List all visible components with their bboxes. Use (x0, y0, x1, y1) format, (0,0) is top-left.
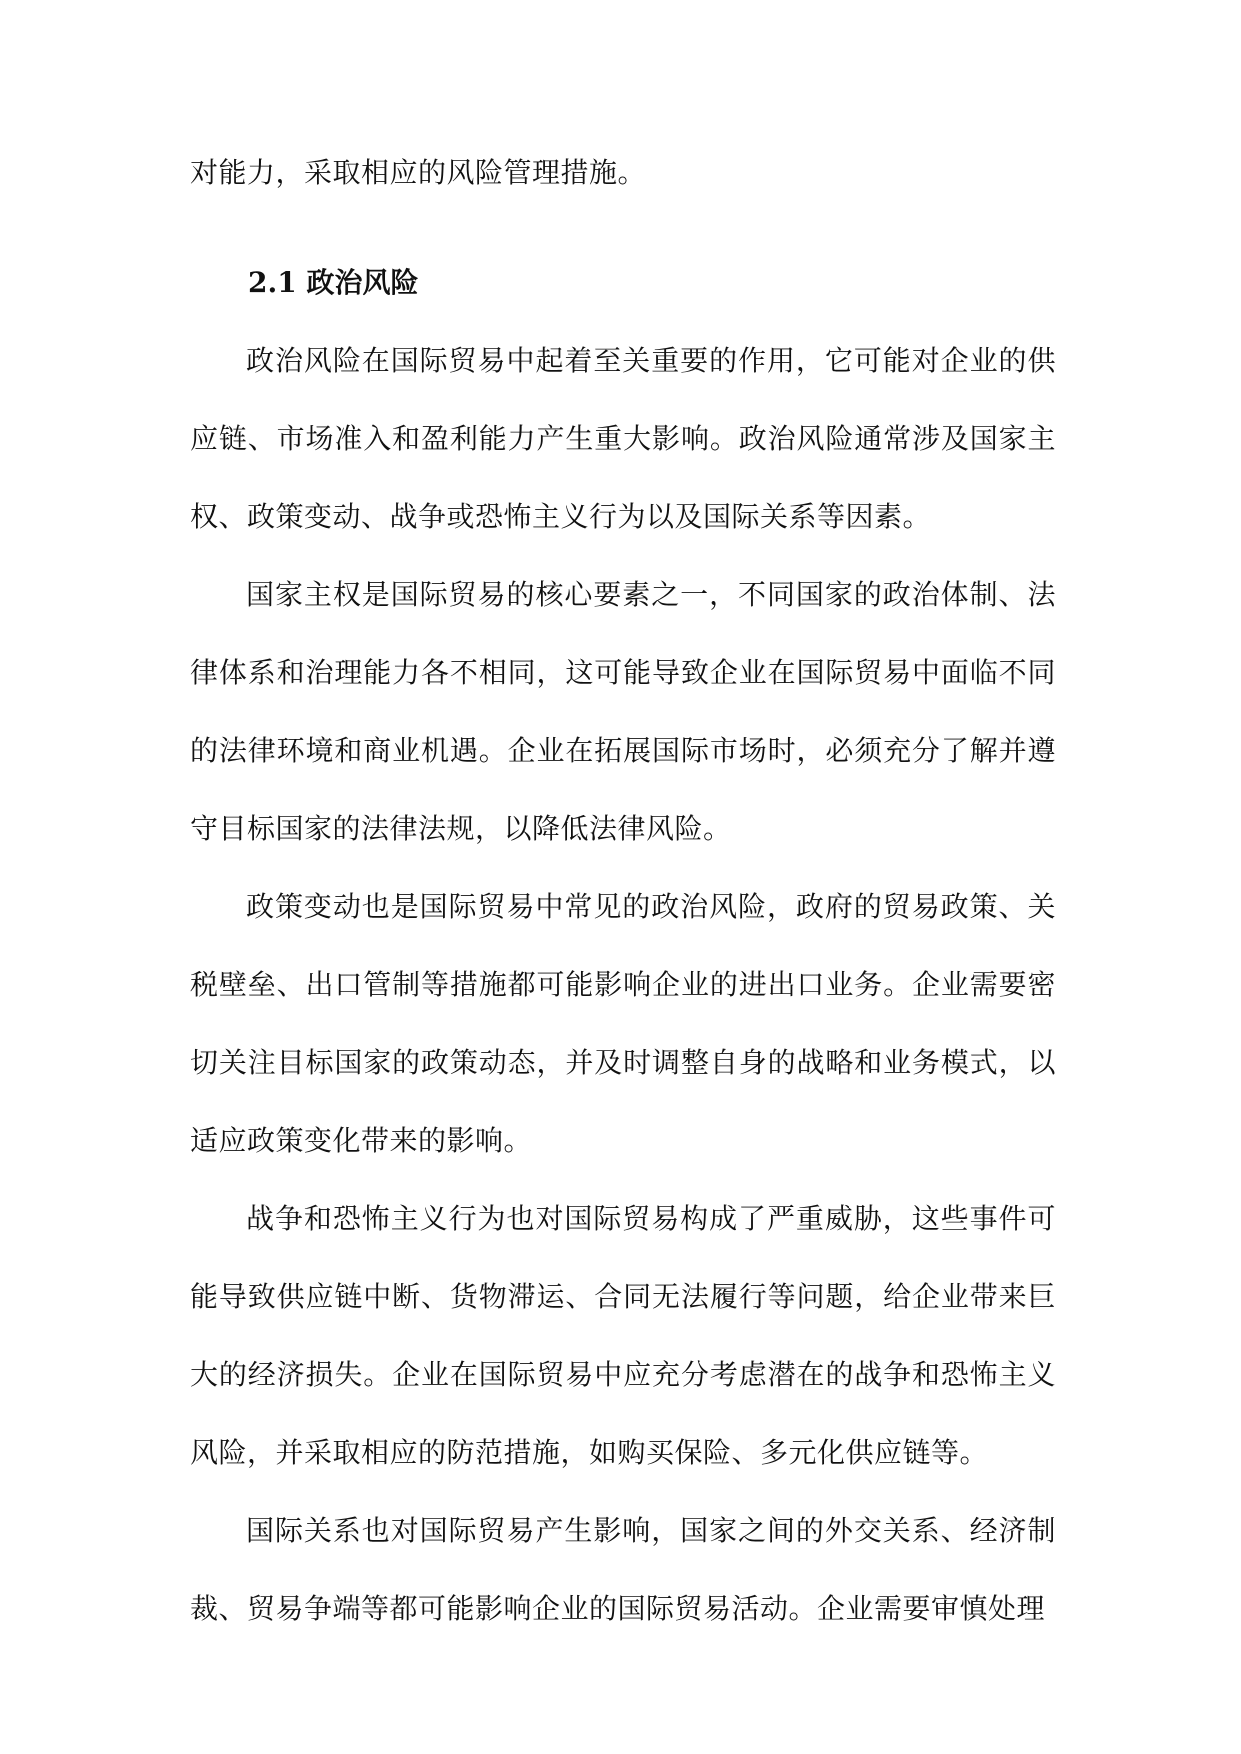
paragraph-national-sovereignty: 国家主权是国际贸易的核心要素之一，不同国家的政治体制、法律体系和治理能力各不相同，这可能导致企业在国际贸易中面临不同的法律环境和商业机遇。企业在拓展国际市场时，必须充分了解并遵守目标国家的法律法规，以降低法律风险。 (190, 578, 1056, 845)
paragraph-policy-changes: 政策变动也是国际贸易中常见的政治风险，政府的贸易政策、关税壁垒、出口管制等措施都可能影响企业的进出口业务。企业需要密切关注目标国家的政策动态，并及时调整自身的战略和业务模式，以适应政策变化带来的影响。 (190, 890, 1056, 1157)
paragraph-war-terrorism: 战争和恐怖主义行为也对国际贸易构成了严重威胁，这些事件可能导致供应链中断、货物滞运、合同无法履行等问题，给企业带来巨大的经济损失。企业在国际贸易中应充分考虑潜在的战争和恐怖主义风险，并采取相应的防范措施，如购买保险、多元化供应链等。 (190, 1202, 1056, 1469)
section-heading: 2.1 政治风险 (248, 266, 419, 299)
body-paragraphs (190, 322, 1056, 1648)
continuation-paragraph: 对能力，采取相应的风险管理措施。 (190, 156, 647, 189)
paragraph-international-relations: 国际关系也对国际贸易产生影响，国家之间的外交关系、经济制裁、贸易争端等都可能影响企业的国际贸易活动。企业需要审慎处理 (190, 1514, 1056, 1625)
continuation-text (190, 134, 1056, 212)
paragraph-political-risk-intro: 政治风险在国际贸易中起着至关重要的作用，它可能对企业的供应链、市场准入和盈利能力产生重大影响。政治风险通常涉及国家主权、政策变动、战争或恐怖主义行为以及国际关系等因素。 (190, 344, 1056, 533)
